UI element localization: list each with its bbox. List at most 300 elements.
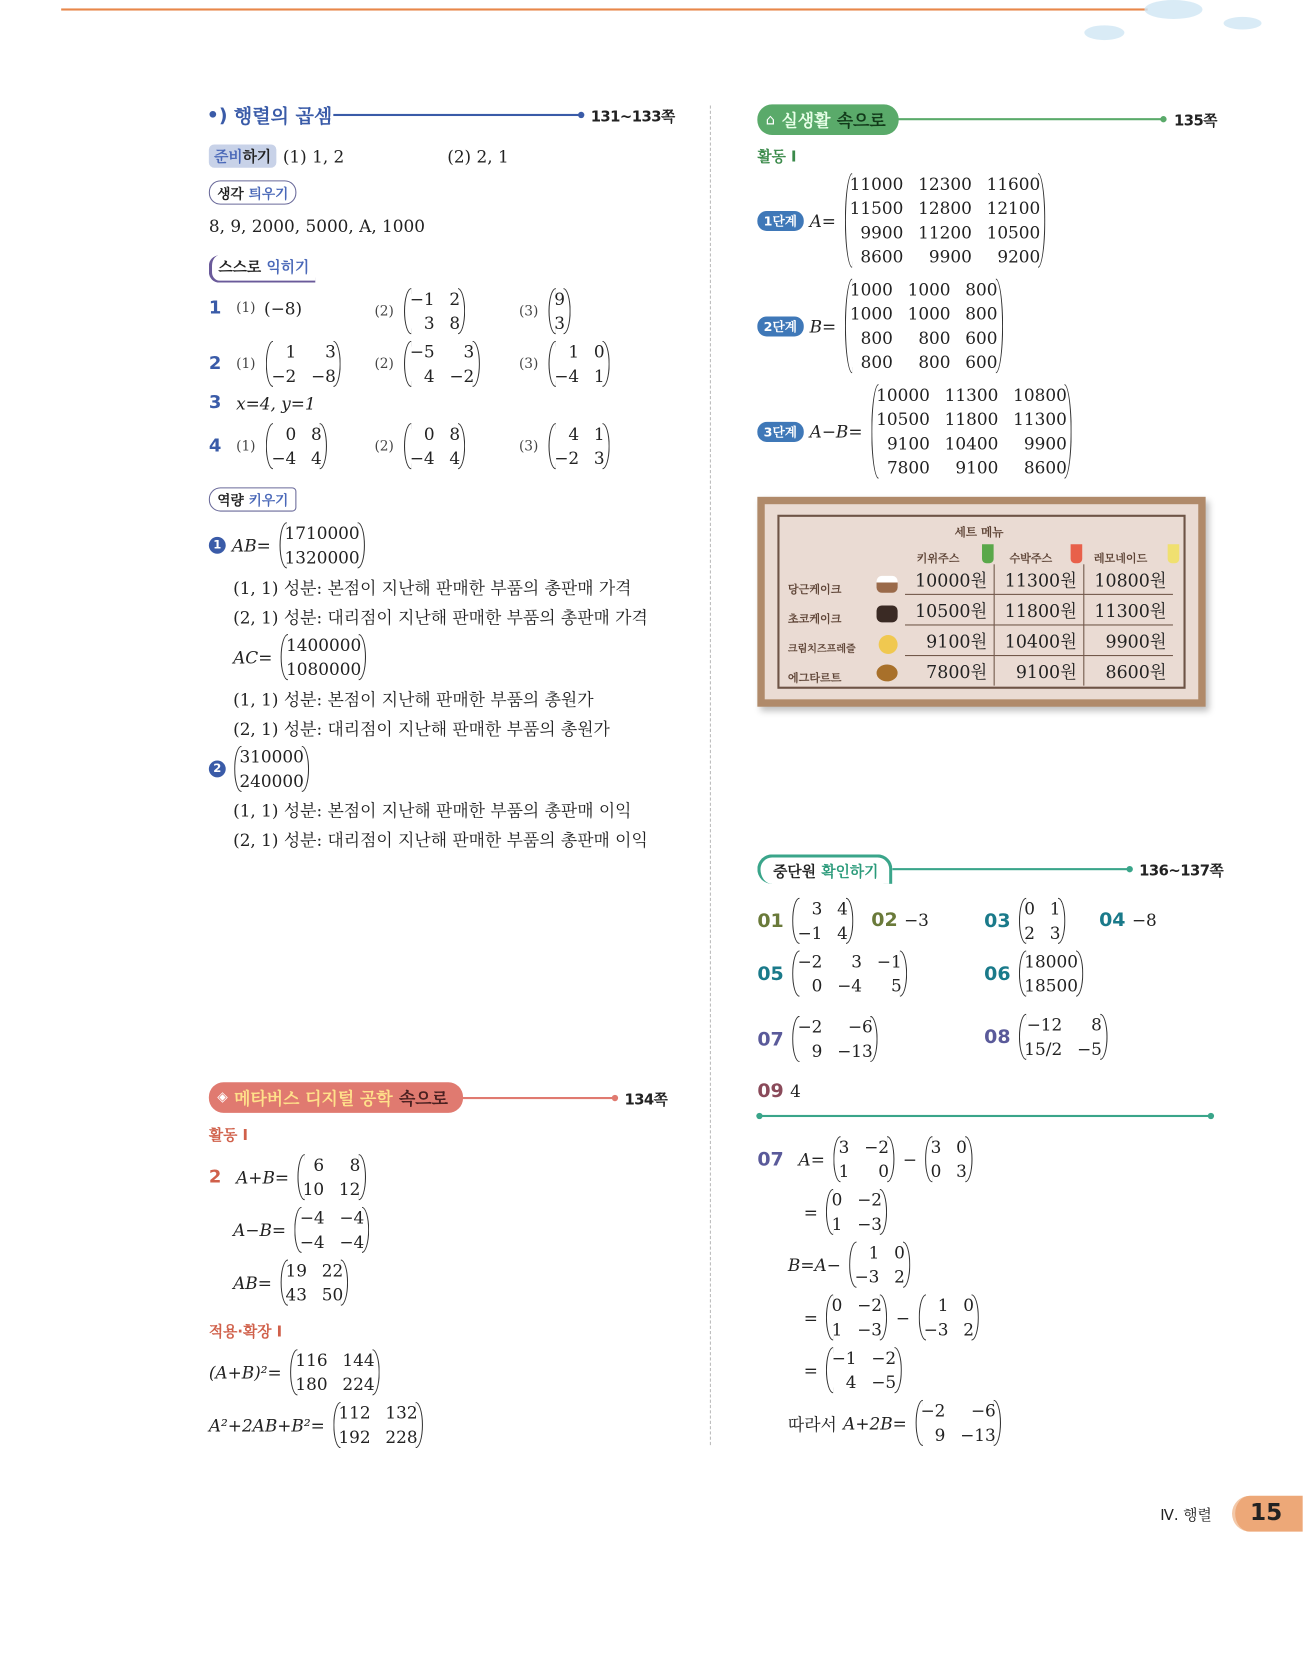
matrix-cell: 10800 [1013,385,1067,406]
problem-2 [209,340,343,389]
page-ref: 136~137쪽 [1139,862,1224,880]
explanation: (2, 1) 성분: 대리점이 지난해 판매한 부품의 총판매 가격 [233,607,648,628]
matrix-cell: 43 [285,1284,308,1305]
matrix-cell: 2 [449,289,461,310]
matrix-cell: 0 [811,975,823,996]
matrix-cell: 4 [568,424,580,445]
check-03 [984,897,1068,946]
matrix [792,949,907,998]
stage-3 [757,383,1074,480]
matrix-cell: 1710000 [284,523,360,544]
matrix-cell: −2 [554,448,580,469]
price-cell: 8600원 [1084,656,1173,686]
chocolate-cake-icon [877,605,898,622]
problem-number: 2 [208,353,222,375]
matrix-cell: 800 [918,328,951,349]
matrix-cell: 11200 [918,222,972,243]
check-02 [871,909,929,931]
skill-1-ac [233,633,369,682]
matrix-cell: −5 [1076,1038,1102,1060]
matrix-cell: 4 [837,922,848,943]
meta-2 [209,1153,368,1202]
matrix-cell: 0 [963,1295,974,1316]
matrix [792,897,853,946]
matrix-cell: 1 [868,1242,880,1263]
matrix [280,1258,348,1307]
matrix-cell: 1 [568,341,580,362]
matrix [549,422,610,471]
matrix-cell: 50 [321,1284,344,1305]
solution-07 [757,1135,974,1184]
matrix-cell: 2 [963,1319,974,1340]
answer: 4 [790,1081,801,1102]
price-cell: 10500원 [905,594,994,625]
matrix-cell: 228 [385,1427,418,1448]
expression: A= [809,210,836,231]
matrix-cell: 3 [1049,922,1061,943]
matrix [925,1135,972,1184]
matrix-cell: 600 [965,328,998,349]
matrix-cell: 0 [878,1161,889,1182]
self-label [209,255,316,282]
matrix-cell: 1 [831,1214,843,1235]
subpart-label: (2) [374,438,394,455]
matrix-cell: −3 [854,1266,880,1287]
explanation: (1, 1) 성분: 본점이 지난해 판매한 부품의 총판매 이익 [233,800,632,821]
matrix-cell: −1 [831,1348,857,1369]
cloud-decoration [1224,17,1262,30]
rule-dot [756,1113,762,1119]
matrix-cell: −6 [847,1016,873,1037]
think-label [209,180,297,204]
matrix [844,172,1045,269]
matrix-cell: −4 [554,366,580,387]
operator: = [803,1201,818,1222]
answer: (1) 1, 2 [282,146,345,167]
matrix-cell: −2 [871,1348,897,1369]
check-08 [984,1013,1109,1062]
matrix [792,1015,878,1064]
expression: A−B= [233,1219,286,1240]
matrix-cell: −2 [271,366,297,387]
solution-final [788,1399,1003,1448]
matrix-cell: 8 [449,424,461,445]
header-title: 속으로 [836,110,886,131]
matrix [845,277,1003,374]
answer: 8, 9, 2000, 5000, A, 1000 [208,216,426,237]
problem-1-3 [519,287,572,336]
matrix-cell: −1 [876,951,902,972]
check-05 [757,949,909,998]
matrix-cell: 3 [930,1137,942,1158]
matrix-cell: −8 [311,366,336,387]
matrix-cell: −4 [299,1232,325,1253]
matrix [234,745,309,794]
header-rule [454,1097,614,1099]
matrix [281,633,367,682]
page-ref: 134쪽 [624,1091,668,1109]
number-badge: 1 [209,537,226,554]
matrix-cell: 4 [837,898,848,919]
operator: − [895,1307,910,1328]
matrix-cell: 1000 [849,303,893,324]
matrix [404,340,479,389]
matrix-cell: 2 [894,1266,905,1287]
top-rule [61,8,1147,10]
cube-network-icon: ◈ [217,1089,228,1106]
check-09 [757,1080,801,1102]
matrix-cell: 240000 [239,771,304,792]
menu-board-illustration [757,497,1205,707]
problem-number: 05 [757,962,784,985]
matrix [1019,1013,1107,1062]
answer: −3 [904,910,929,931]
activity-label: 활동 I [208,1127,249,1145]
matrix-cell: 3 [811,898,823,919]
column-header: 레모네이드 [1093,552,1148,566]
rule-dot [1127,866,1133,872]
matrix-cell: −13 [960,1425,996,1446]
matrix-cell: 1000 [907,279,951,300]
matrix [833,1135,894,1184]
problem-number: 1 [208,297,222,319]
matrix [279,521,365,570]
bullet-icon: •) [206,103,228,127]
matrix [1019,897,1066,946]
problem-4-3 [519,422,612,471]
meta-square [209,1348,382,1397]
matrix-cell: −2 [449,366,475,387]
label-part: 키우기 [248,493,289,510]
matrix-cell: 0 [1024,898,1036,919]
operator: = [803,1307,818,1328]
expression: (A+B)²= [208,1362,282,1383]
label-part: 익히기 [266,259,310,277]
skill-2 [209,745,311,794]
matrix-cell: 800 [965,303,998,324]
header-rule [889,118,1161,120]
matrix-cell: 1 [831,1319,843,1340]
stage-1 [757,172,1047,269]
page-number: 15 [1232,1496,1303,1532]
stage-badge: 3단계 [757,421,803,441]
matrix-cell: 144 [342,1350,375,1371]
column-header: 수박주스 [1009,552,1053,566]
matrix [826,1346,901,1395]
matrix-cell: 3 [325,341,336,362]
explanation: (2, 1) 성분: 대리점이 지난해 판매한 부품의 총판매 이익 [233,830,648,851]
matrix-cell: −4 [409,448,435,469]
matrix [849,1240,910,1289]
expression: B= [809,315,837,336]
solution-step [804,1188,890,1237]
matrix-cell: −2 [920,1400,946,1421]
answer: (2) 2, 1 [447,146,509,167]
matrix-cell: 10400 [944,433,999,454]
matrix-cell: 1 [937,1295,949,1316]
price-cell: 9100원 [994,656,1084,686]
skill-1 [209,521,367,570]
activity-label: 활동 I [757,148,797,166]
matrix [266,340,341,389]
matrix [826,1293,887,1342]
price-cell: 11300원 [994,564,1084,594]
price-cell: 11300원 [1084,594,1173,625]
problem-number: 4 [208,435,222,457]
matrix-cell: 0 [894,1242,905,1263]
matrix-cell: 18500 [1024,975,1078,996]
watermelon-juice-icon [1071,544,1083,563]
expression: AB= [233,1272,272,1293]
matrix-cell: 9100 [886,433,930,454]
subpart-label: (3) [518,355,539,372]
matrix-cell: 9900 [928,246,972,267]
matrix-cell: 192 [338,1427,371,1448]
matrix-cell: 1 [838,1161,850,1182]
matrix-cell: 3 [838,1137,850,1158]
matrix [1019,949,1083,998]
matrix-cell: −12 [1026,1014,1063,1035]
matrix-cell: 0 [956,1137,967,1158]
rule-dot [612,1095,618,1101]
column-header: 키위주스 [916,552,960,566]
price-cell: 9900원 [1084,625,1173,656]
check-04 [1099,909,1157,931]
matrix-cell: 5 [890,975,902,996]
expression: AC= [233,647,273,668]
matrix-cell: 0 [423,424,435,445]
row-header: 크림치즈프레즐 [787,643,856,656]
column-divider [710,105,711,1445]
extend-label: 적용·확장 I [208,1323,283,1341]
matrix-cell: −3 [857,1214,883,1235]
matrix-cell: 1000 [849,279,893,300]
matrix-cell: 15/2 [1024,1038,1063,1060]
price-cell: 10400원 [994,625,1084,656]
solution-step [804,1346,904,1395]
check-06 [984,949,1085,998]
table-row [905,564,1173,594]
matrix-cell: 11800 [944,409,999,430]
subpart-label: (2) [374,303,394,320]
label-part: 하기 [242,148,272,166]
matrix [404,287,465,336]
matrix-cell: 800 [860,328,893,349]
matrix [918,1293,979,1342]
matrix-cell: 18000 [1024,951,1078,972]
explanation: (2, 1) 성분: 대리점이 지난해 판매한 부품의 총원가 [233,719,610,740]
operator: = [803,1360,818,1381]
matrix-cell: 11600 [986,174,1041,195]
matrix-cell: −4 [837,975,863,996]
answer: x=4, y=1 [236,392,316,413]
label-part: 역량 [217,493,244,510]
matrix-cell: −4 [339,1207,365,1228]
problem-1 [209,297,302,318]
matrix-cell: 8 [1091,1014,1102,1035]
number-badge: 2 [209,761,226,778]
problem-number: 01 [757,909,784,932]
price-cell: 10000원 [905,564,994,594]
matrix-cell: 4 [449,448,461,469]
matrix-cell: 4 [311,448,322,469]
problem-number: 2 [208,1166,222,1188]
solution-step [788,1240,912,1289]
prepare-row [209,145,344,168]
problem-number: 06 [984,962,1011,985]
matrix-cell: 12100 [986,198,1041,219]
section-title: 행렬의 곱셈 [233,105,333,128]
table-row [905,594,1173,625]
matrix-cell: 6 [313,1155,325,1176]
matrix-cell: 0 [285,424,297,445]
matrix-cell: −2 [857,1295,883,1316]
stage-badge: 2단계 [757,316,803,336]
matrix [333,1401,423,1450]
section-rule [759,1115,1210,1117]
matrix-cell: 800 [860,352,893,373]
price-cell: 7800원 [905,656,994,686]
problem-number: 07 [757,1027,784,1051]
problem-number: 09 [757,1080,784,1103]
life-header [757,104,898,135]
meta-expand [209,1401,425,1450]
check-01 [757,897,855,946]
subpart-label: (3) [518,303,539,320]
matrix-cell: 224 [342,1374,375,1395]
problem-4 [209,422,329,471]
matrix-cell: 10500 [986,222,1041,243]
problem-number: 07 [757,1148,784,1171]
header-title: 중단원 [773,863,816,881]
matrix-cell: 3 [956,1161,967,1182]
expression: A+B= [236,1167,289,1188]
house-icon: ⌂ [765,111,776,129]
matrix-cell: 3 [593,448,605,469]
matrix-cell: 112 [338,1402,371,1423]
matrix [871,383,1072,480]
header-title: 속으로 [398,1088,448,1109]
matrix-cell: 12800 [918,198,972,219]
stage-badge: 1단계 [757,210,803,230]
matrix-cell: 3 [554,313,565,334]
operator: − [902,1149,917,1170]
label-part: 틔우기 [248,186,289,203]
matrix-cell: 1000 [907,303,951,324]
answer: −8 [1131,910,1157,931]
subpart-label: (1) [236,355,256,372]
matrix-cell: −6 [970,1400,996,1421]
chapter-label: Ⅳ. 행렬 [1160,1507,1212,1525]
matrix [294,1206,369,1255]
matrix-cell: 0 [831,1295,843,1316]
matrix-cell: −2 [797,951,823,972]
problem-number: 03 [984,909,1011,932]
subpart-label: (2) [374,355,394,372]
price-cell: 10800원 [1084,564,1173,594]
matrix-cell: −1 [409,289,435,310]
matrix-cell: 1 [593,424,605,445]
matrix-cell: −4 [299,1207,325,1228]
matrix-cell: 12300 [918,174,972,195]
matrix-cell: 7800 [886,457,930,478]
problem-number: 3 [208,392,222,414]
matrix [404,422,465,471]
matrix-cell: 1 [1049,898,1061,919]
board-title: 세트 메뉴 [954,525,1004,540]
matrix-cell: 10500 [876,409,930,430]
matrix-cell: 19 [285,1260,308,1281]
solution-step [804,1293,982,1342]
matrix-cell: −5 [871,1372,897,1393]
problem-2-2 [374,340,481,389]
check-header [757,854,892,884]
matrix [297,1153,365,1202]
cloud-decoration [1084,25,1124,40]
header-rule [892,868,1128,870]
matrix-cell: −5 [409,341,435,362]
matrix [266,422,327,471]
subpart-label: (1) [236,300,256,316]
matrix-cell: 9100 [955,457,999,478]
matrix-cell: 8 [311,424,322,445]
stage-2 [757,277,1005,374]
matrix-cell: 9 [554,289,565,310]
label-part: 준비 [214,148,243,166]
matrix-cell: 3 [851,951,863,972]
matrix-cell: 9900 [1023,433,1067,454]
matrix-cell: 9 [811,1041,823,1062]
matrix [549,340,610,389]
matrix-cell: −13 [837,1041,873,1062]
matrix [549,287,570,336]
matrix [290,1348,380,1397]
prepare-label [209,145,277,168]
explanation: (1, 1) 성분: 본점이 지난해 판매한 부품의 총판매 가격 [233,578,632,599]
matrix-cell: 1400000 [286,634,362,656]
subpart-label: (3) [518,438,539,455]
cloud-decoration [1144,0,1202,19]
label-part: 스스로 [218,259,262,277]
row-header: 초코케이크 [787,612,842,626]
matrix-cell: 8 [449,313,461,334]
expression: AB= [232,535,271,556]
matrix-cell: 8600 [860,246,904,267]
rule-dot [578,112,584,118]
conclusion-text: 따라서 [787,1413,837,1435]
matrix-cell: 4 [845,1372,857,1393]
matrix-cell: 9900 [860,222,904,243]
header-rule [333,114,580,116]
expression: B=A− [787,1254,841,1275]
matrix-cell: 0 [831,1189,843,1210]
header-title: 메타버스 디지털 공학 [234,1088,393,1109]
header-title: 확인하기 [821,863,879,881]
meta-ab [233,1258,351,1307]
matrix-cell: 8600 [1023,457,1067,478]
rule-dot [1160,116,1166,122]
matrix-cell: −1 [797,922,823,943]
egg-tart-icon [877,665,898,682]
matrix-cell: −2 [797,1016,823,1037]
matrix-cell: 0 [930,1161,942,1182]
matrix-cell: 116 [295,1350,328,1371]
matrix-cell: 3 [423,313,435,334]
matrix-cell: 1080000 [286,659,362,680]
matrix-cell: 1320000 [284,547,360,568]
expression: A−B= [809,421,863,442]
problem-number: 08 [984,1025,1011,1048]
